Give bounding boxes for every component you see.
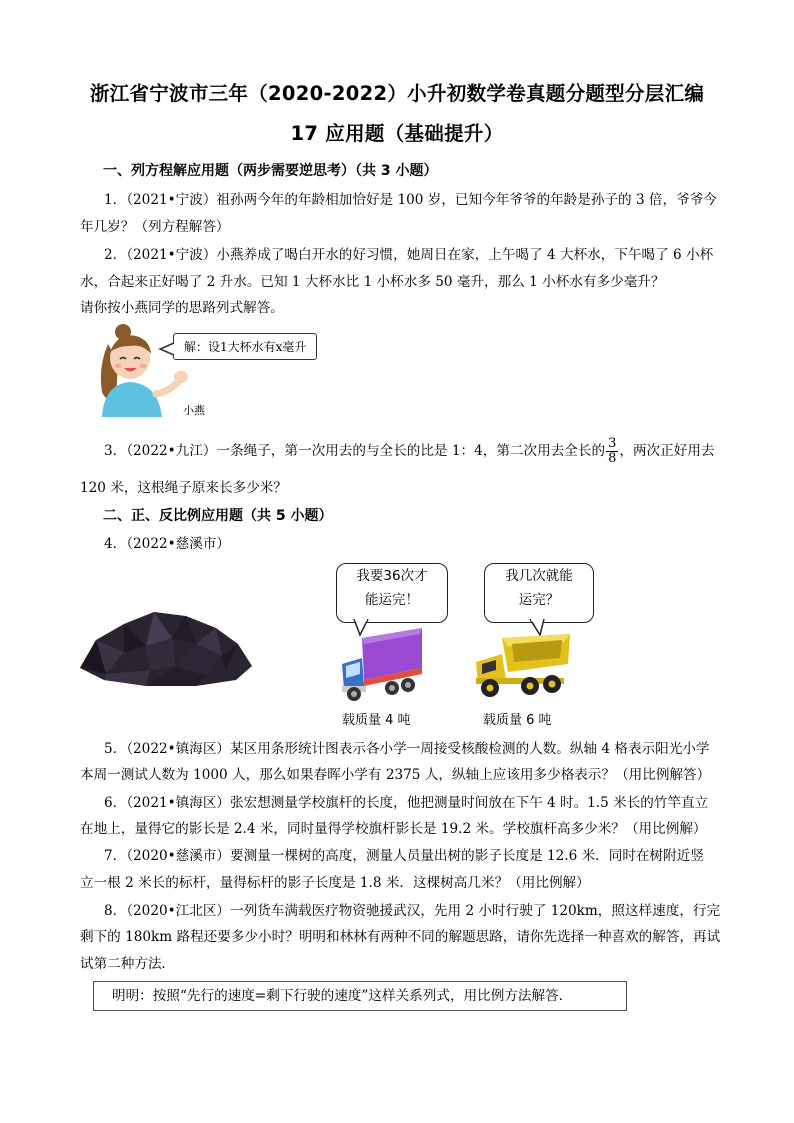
truck-1-speech-line-2: 能运完！	[365, 592, 419, 608]
problem-6-line-1: 6．（2021•镇海区）张宏想测量学校旗杆的长度，他把测量时间放在下午 4 时。1.5 米长的竹竿直立	[104, 795, 709, 811]
fraction-numerator: 3	[608, 436, 617, 451]
section-heading-2: 二、正、反比例应用题（共 5 小题）	[103, 508, 333, 524]
mingming-method-box: 明明：按照“先行的速度=剩下行驶的速度”这样关系列式，用比例方法解答．	[93, 981, 627, 1011]
truck-1-speech-bubble	[336, 563, 448, 623]
truck-2-speech-bubble	[484, 563, 594, 623]
problem-3-line-2: 120 米，这根绳子原来长多少米？	[80, 480, 287, 496]
dump-truck-4t-image	[340, 628, 424, 704]
truck-2-speech-line-2: 运完？	[518, 592, 560, 608]
problem-1-line-1: 1．（2021•宁波）祖孙两今年的年龄相加恰好是 100 岁，已知今年爷爷的年龄是孙子的 3 倍，爷爷今	[104, 192, 717, 208]
problem-3-line-1	[104, 437, 715, 466]
truck-1-speech-line-1: 我要36次才	[356, 568, 428, 584]
problem-1-line-2: 年几岁？（列方程解答）	[80, 219, 230, 235]
section-heading-1: 一、列方程解应用题（两步需要逆思考）（共 3 小题）	[103, 163, 438, 179]
coal-pile-image	[76, 600, 256, 690]
problem-7-line-1: 7．（2020•慈溪市）要测量一棵树的高度，测量人员量出树的影子长度是 12.6 米．同时在树附近竖	[104, 848, 704, 864]
girl-speech-bubble: 解：设1大杯水有x毫升	[173, 333, 317, 360]
truck-2-caption: 载质量 6 吨	[483, 713, 552, 728]
problem-5-line-2: 本周一测试人数为 1000 人，那么如果春晖小学有 2375 人，纵轴上应该用多少格表示？（用比例解答）	[80, 767, 711, 783]
problem-7-line-2: 立一根 2 米长的标杆，量得标杆的影子长度是 1.8 米．这棵树高几米？（用比例解）	[80, 875, 590, 891]
fraction-three-eighths	[606, 437, 618, 466]
girl-name-label: 小燕	[183, 404, 205, 417]
document-subtitle: 17 应用题（基础提升）	[290, 122, 504, 145]
problem-6-line-2: 在地上，量得它的影长是 2.4 米，同时量得学校旗杆影长是 19.2 米。学校旗杆高多少米？（用比例解）	[80, 821, 707, 837]
problem-8-line-2: 剩下的 180km 路程还要多少小时？明明和林林有两种不同的解题思路，请你先选择一种喜欢的解答，再试	[80, 929, 721, 945]
document-title: 浙江省宁波市三年（2020-2022）小升初数学卷真题分题型分层汇编	[89, 82, 705, 105]
problem-2-line-2: 水，合起来正好喝了 2 升水。已知 1 大杯水比 1 小杯水多 50 毫升，那么 1 小杯水有多少毫升？	[80, 274, 665, 290]
problem-5-line-1: 5．（2022•镇海区）某区用条形统计图表示各小学一周接受核酸检测的人数。纵轴 4 格表示阳光小学	[104, 741, 710, 757]
problem-3-text-a: 3．（2022•九江）一条绳子，第一次用去的与全长的比是 1：4，第二次用去全长的	[104, 443, 606, 459]
problem-8-line-1: 8．（2020•江北区）一列货车满载医疗物资驰援武汉，先用 2 小时行驶了 120km，照这样速度，行完	[104, 903, 721, 919]
dump-truck-6t-image	[472, 628, 572, 698]
problem-2-line-3: 请你按小燕同学的思路列式解答。	[80, 300, 284, 316]
bubble-pointer	[158, 342, 176, 356]
truck-2-speech-line-1: 我几次就能	[505, 568, 573, 584]
problem-2-line-1: 2．（2021•宁波）小燕养成了喝白开水的好习惯，她周日在家，上午喝了 4 大杯水，下午喝了 6 小杯	[104, 247, 714, 263]
fraction-denominator: 8	[608, 451, 617, 466]
problem-8-line-3: 试第二种方法．	[80, 956, 176, 972]
problem-4-line-1: 4．（2022•慈溪市）	[104, 536, 231, 552]
problem-3-text-b: ，两次正好用去	[619, 443, 715, 459]
truck-1-caption: 载质量 4 吨	[342, 713, 411, 728]
